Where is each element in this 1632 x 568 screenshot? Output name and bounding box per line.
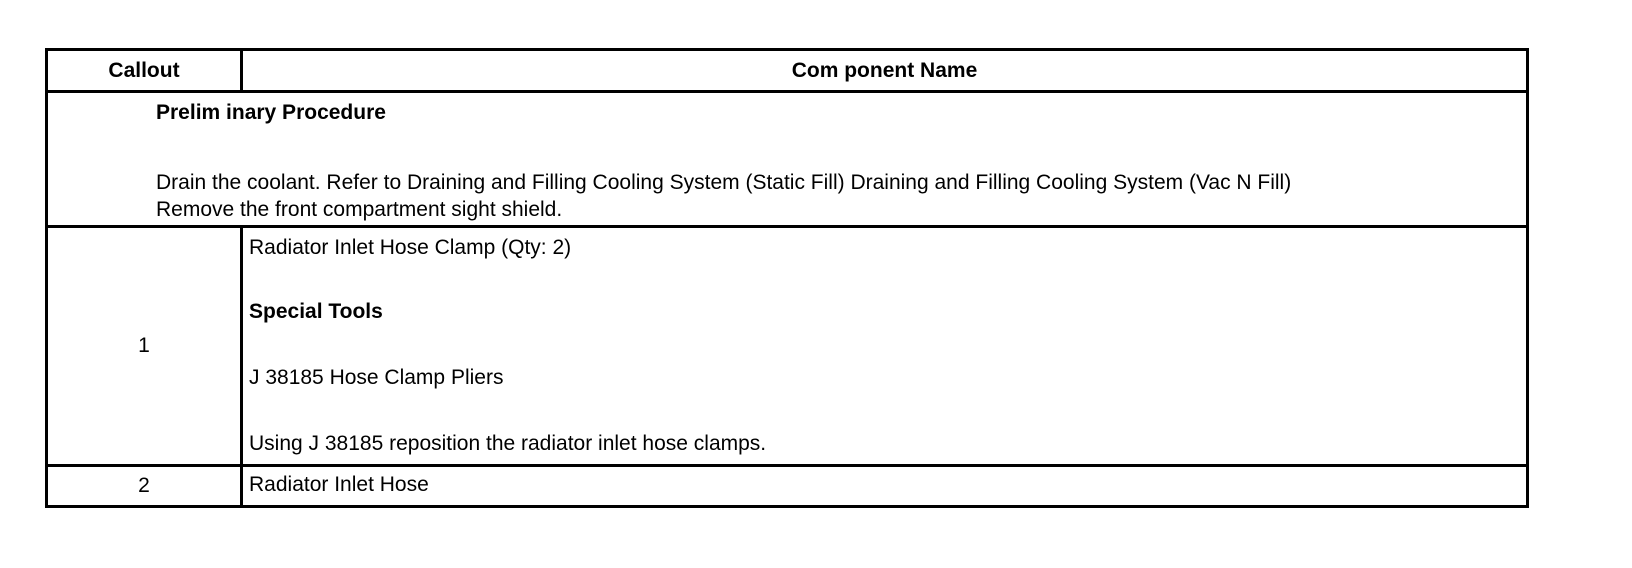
component-cell (243, 467, 1526, 505)
table-header-row (48, 51, 1526, 93)
special-tool-item: J 38185 Hose Clamp Pliers (249, 366, 504, 389)
preliminary-title: Prelim inary Procedure (156, 101, 386, 124)
procedure-note: Using J 38185 reposition the radiator inlet hose clamps. (249, 432, 767, 455)
special-tools-label: Special Tools (249, 300, 383, 323)
callout-cell: 1 (48, 228, 243, 464)
preliminary-instruction-1: Drain the coolant. Refer to Draining and Filling Cooling System (Static Fill) Draining and Filling Cooling System (Vac N Fill) (156, 171, 1292, 194)
table-row (48, 467, 1526, 505)
component-name: Radiator Inlet Hose Clamp (Qty: 2) (249, 236, 572, 259)
header-component-name: Com ponent Name (791, 58, 978, 82)
header-callout: Callout (48, 51, 243, 90)
callout-cell: 2 (48, 467, 243, 505)
preliminary-instruction-2: Remove the front compartment sight shield. (156, 198, 563, 221)
component-name: Radiator Inlet Hose (249, 473, 429, 496)
component-cell (243, 228, 1526, 464)
table-row (48, 228, 1526, 467)
preliminary-procedure-row (48, 93, 1526, 228)
component-table (45, 48, 1529, 508)
